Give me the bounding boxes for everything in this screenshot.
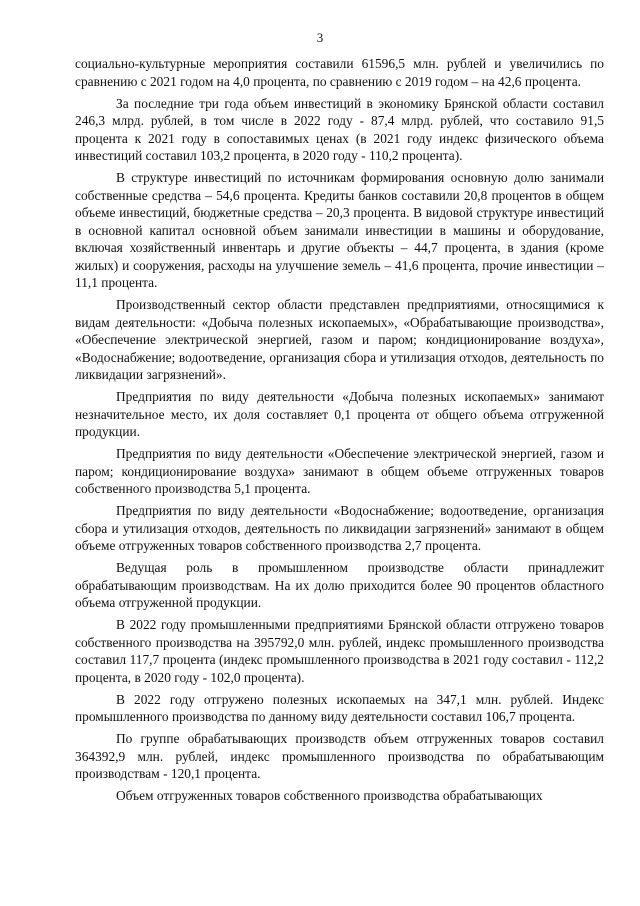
paragraph: В 2022 году промышленными предприятиями Брянской области отгружено товаров собственного производства на 395792,0 млн. рублей, индекс промышленного производства составил 117,7 процента (индекс промышленного производства в 2021 году составил - 112,2 процента, в 2020 году - 102,0 процента). bbox=[75, 617, 604, 685]
document-body bbox=[75, 55, 604, 805]
paragraph: Предприятия по виду деятельности «Обеспечение электрической энергией, газом и паром; кондиционирование воздуха» занимают в общем объеме отгруженных товаров собственного производства 5,1 процента. bbox=[75, 446, 604, 496]
paragraph: В 2022 году отгружено полезных ископаемых на 347,1 млн. рублей. Индекс промышленного производства по данному виду деятельности составил 106,7 процента. bbox=[75, 691, 604, 724]
paragraph: Предприятия по виду деятельности «Добыча полезных ископаемых» занимают незначительное место, их доля составляет 0,1 процента от общего объема отгруженной продукции. bbox=[75, 389, 604, 439]
paragraph: В структуре инвестиций по источникам формирования основную долю занимали собственные средства – 54,6 процента. Кредиты банков составили 20,8 процентов в общем объеме инвестиций, бюджетные средства – 20,3 процента. В видовой структуре инвестиций в основной капитал основной объем занимали инвестиции в машины и оборудование, включая хозяйственный инвентарь и другие объекты – 44,7 процента, в здания (кроме жилых) и сооружения, расходы на улучшение земель – 41,6 процента, прочие инвестиции – 11,1 процента. bbox=[75, 170, 604, 290]
paragraph: Объем отгруженных товаров собственного производства обрабатывающих bbox=[116, 788, 543, 803]
paragraph: Производственный сектор области представлен предприятиями, относящимися к видам деятельности: «Добыча полезных ископаемых», «Обрабатывающие производства», «Обеспечение электрической энергией, газом и паром; кондиционирование воздуха», «Водоснабжение; водоотведение, организация сбора и утилизация отходов, деятельность по ликвидации загрязнений». bbox=[75, 297, 604, 382]
paragraph: социально-культурные мероприятия составили 61596,5 млн. рублей и увеличились по сравнению с 2021 годом на 4,0 процента, по сравнению с 2019 годом – на 42,6 процента. bbox=[75, 56, 604, 89]
paragraph: По группе обрабатывающих производств объем отгруженных товаров составил 364392,9 млн. рублей, индекс промышленного производства по обрабатывающим производствам - 120,1 процента. bbox=[75, 731, 604, 781]
paragraph: Ведущая роль в промышленном производстве области принадлежит обрабатывающим производствам. На их долю приходится более 90 процентов областного объема отгруженной продукции. bbox=[75, 560, 604, 610]
paragraph: За последние три года объем инвестиций в экономику Брянской области составил 246,3 млрд. рублей, в том числе в 2022 году - 87,4 млрд. рублей, что составило 91,5 процента к 2021 году в сопоставимых ценах (в 2021 году индекс физического объема инвестиций составил 103,2 процента, в 2020 году - 110,2 процента). bbox=[75, 95, 604, 163]
page-number: 3 bbox=[316, 30, 324, 45]
paragraph: Предприятия по виду деятельности «Водоснабжение; водоотведение, организация сбора и утилизация отходов, деятельность по ликвидации загрязнений» занимают в общем объеме отгруженных товаров собственного производства 2,7 процента. bbox=[75, 503, 604, 553]
